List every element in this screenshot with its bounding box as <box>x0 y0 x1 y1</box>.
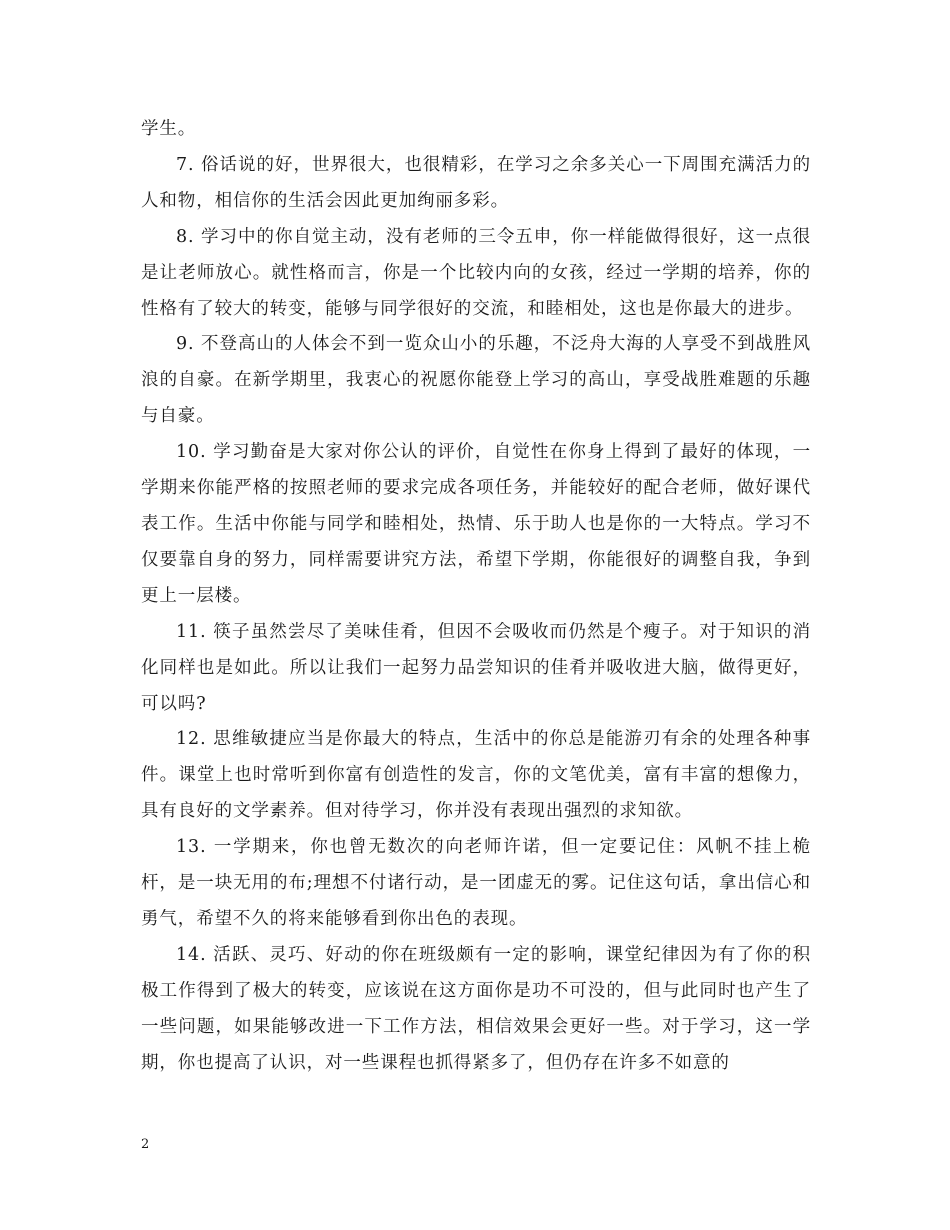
paragraph-item-14: 14. 活跃、灵巧、好动的你在班级颇有一定的影响，课堂纪律因为有了你的积极工作得到了极大的转变，应该说在这方面你是功不可没的，但与此同时也产生了一些问题，如果能够改进一下工作方法，相信效果会更好一些。对于学习，这一学期，你也提高了认识，对一些课程也抓得紧多了，但仍存在许多不如意的 <box>141 944 811 1073</box>
paragraph-item-11: 11. 筷子虽然尝尽了美味佳肴，但因不会吸收而仍然是个瘦子。对于知识的消化同样也是如此。所以让我们一起努力品尝知识的佳肴并吸收进大脑，做得更好，可以吗? <box>141 621 811 714</box>
paragraph-item-13: 13. 一学期来，你也曾无数次的向老师许诺，但一定要记住：风帆不挂上桅杆，是一块无用的布;理想不付诸行动，是一团虚无的雾。记住这句话，拿出信心和勇气，希望不久的将来能够看到你出色的表现。 <box>141 837 811 929</box>
paragraph-continuation: 学生。 <box>141 119 197 139</box>
paragraph-item-10: 10. 学习勤奋是大家对你公认的评价，自觉性在你身上得到了最好的体现，一学期来你能严格的按照老师的要求完成各项任务，并能较好的配合老师，做好课代表工作。生活中你能与同学和睦相处，热情、乐于助人也是你的一大特点。学习不仅要靠自身的努力，同样需要讲究方法，希望下学期，你能很好的调整自我，争到更上一层楼。 <box>141 442 811 606</box>
body-text <box>141 112 811 1081</box>
paragraph-item-8: 8. 学习中的你自觉主动，没有老师的三令五申，你一样能做得很好，这一点很是让老师放心。就性格而言，你是一个比较内向的女孩，经过一学期的培养，你的性格有了较大的转变，能够与同学很好的交流，和睦相处，这也是你最大的进步。 <box>141 226 811 319</box>
paragraph-item-9: 9. 不登高山的人体会不到一览众山小的乐趣，不泛舟大海的人享受不到战胜风浪的自豪。在新学期里，我衷心的祝愿你能登上学习的高山，享受战胜难题的乐趣与自豪。 <box>141 334 811 427</box>
paragraph-item-7: 7. 俗话说的好，世界很大，也很精彩，在学习之余多关心一下周围充满活力的人和物，相信你的生活会因此更加绚丽多彩。 <box>141 154 811 211</box>
page-number: 2 <box>141 1137 150 1152</box>
paragraph-item-12: 12. 思维敏捷应当是你最大的特点，生活中的你总是能游刃有余的处理各种事件。课堂上也时常听到你富有创造性的发言，你的文笔优美，富有丰富的想像力，具有良好的文学素养。但对待学习，你并没有表现出强烈的求知欲。 <box>141 729 811 822</box>
